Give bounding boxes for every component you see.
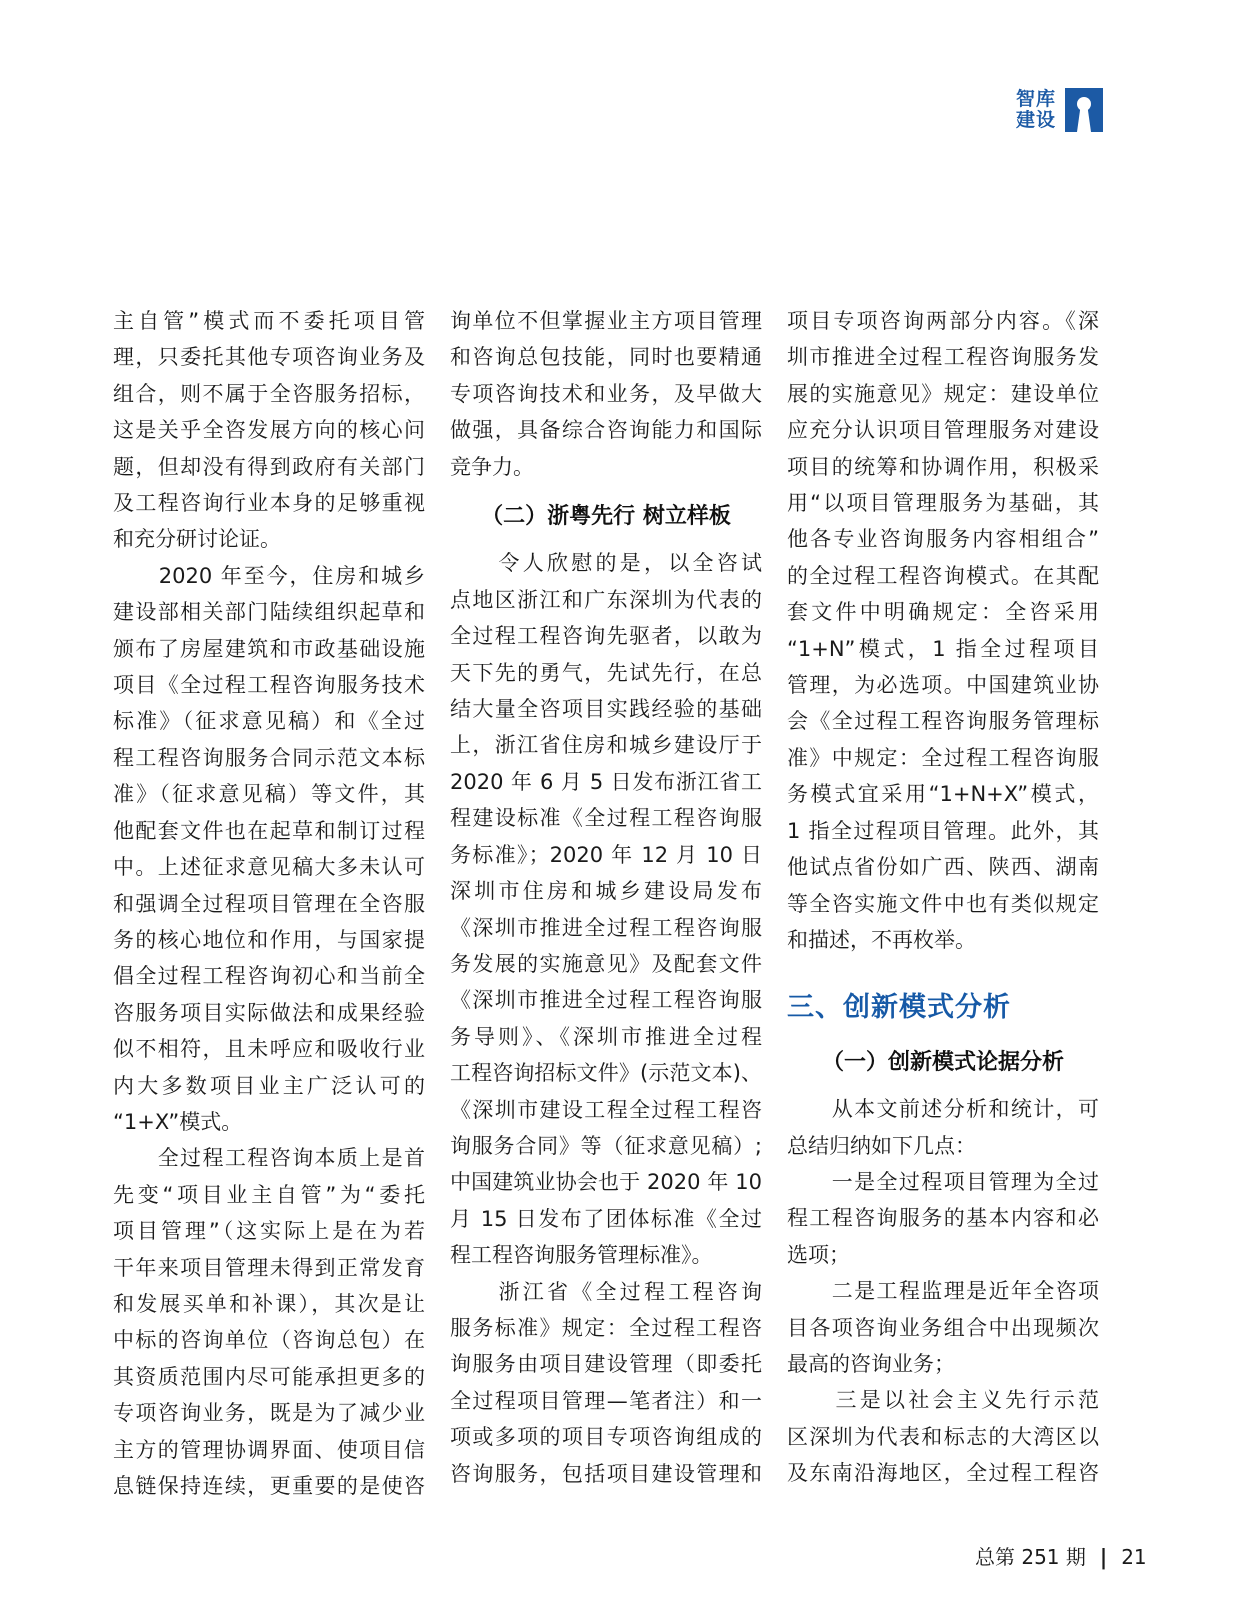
text-line: 程工程咨询服务合同示范文本标 xyxy=(113,745,425,770)
text-line: 目各项咨询业务组合中出现频次 xyxy=(787,1315,1099,1340)
text-line: 三是以社会主义先行示范 xyxy=(787,1388,1099,1413)
text-line: 项目管理”（这实际上是在为若 xyxy=(113,1219,425,1244)
text-line: 他试点省份如广西、陕西、湖南 xyxy=(787,855,1099,880)
text-line: 咨服务项目实际做法和成果经验 xyxy=(113,1000,425,1025)
text-line: 全过程项目管理—笔者注）和一 xyxy=(450,1388,762,1413)
text-line: 总结归纳如下几点： xyxy=(787,1133,976,1158)
text-line: 询服务由项目建设管理（即委托 xyxy=(450,1352,762,1377)
text-line: 其资质范围内尽可能承担更多的 xyxy=(113,1364,425,1389)
brand-name-line2: 建设 xyxy=(1016,109,1057,131)
text-line: 程工程咨询服务管理标准》。 xyxy=(450,1243,713,1268)
text-line: 浙江省《全过程工程咨询 xyxy=(450,1279,762,1304)
text-line: 竞争力。 xyxy=(450,454,534,479)
text-line: 1 指全过程项目管理。此外，其 xyxy=(787,818,1099,843)
column-3 xyxy=(787,303,1099,1504)
text-line: 干年来项目管理未得到正常发育 xyxy=(113,1255,425,1280)
issue-number: 总第 251 期 xyxy=(975,1545,1086,1569)
text-line: 全过程工程咨询先驱者，以敢为 xyxy=(450,624,762,649)
text-line: 的全过程工程咨询模式。在其配 xyxy=(787,563,1099,588)
text-line: 和充分研讨论证。 xyxy=(113,527,281,552)
text-line: 务导则》、《深圳市推进全过程 xyxy=(450,1024,762,1049)
text-line: 似不相符，且未呼应和吸收行业 xyxy=(113,1037,425,1062)
text-line: 标准》（征求意见稿）和《全过 xyxy=(113,709,425,734)
column-1 xyxy=(113,303,425,1504)
column-2 xyxy=(450,303,762,1504)
text-line: 先变“项目业主自管”为“委托 xyxy=(113,1182,425,1207)
text-line: 专项咨询业务，既是为了减少业 xyxy=(113,1401,425,1426)
article-columns xyxy=(113,303,1099,1504)
text-line: 及东南沿海地区，全过程工程咨 xyxy=(787,1461,1099,1486)
text-line: 和强调全过程项目管理在全咨服 xyxy=(113,891,425,916)
text-line: 会《全过程工程咨询服务管理标 xyxy=(787,709,1099,734)
text-line: 务标准》；2020 年 12 月 10 日 xyxy=(450,842,762,867)
text-line: 应充分认识项目管理服务对建设 xyxy=(787,418,1099,443)
text-line: 从本文前述分析和统计，可 xyxy=(787,1097,1099,1122)
text-line: 中标的咨询单位（咨询总包）在 xyxy=(113,1328,425,1353)
text-line: 和咨询总包技能，同时也要精通 xyxy=(450,345,762,370)
text-line: 准》中规定：全过程工程咨询服 xyxy=(787,745,1099,770)
text-line: 程工程咨询服务的基本内容和必 xyxy=(787,1206,1099,1231)
text-line: 中。上述征求意见稿大多未认可 xyxy=(113,855,425,880)
text-line: 息链保持连续，更重要的是使咨 xyxy=(113,1474,425,1498)
text-line: “1+N”模式，1 指全过程项目 xyxy=(787,636,1099,661)
text-line: 管理，为必选项。中国建筑业协 xyxy=(787,673,1099,698)
page-footer xyxy=(975,1541,1147,1570)
section-heading-main: 三、创新模式分析 xyxy=(787,992,1011,1024)
text-line: 这是关乎全咨发展方向的核心问 xyxy=(113,418,425,443)
text-line: 区深圳为代表和标志的大湾区以 xyxy=(787,1424,1099,1449)
text-line: 询单位不但掌握业主方项目管理 xyxy=(450,309,762,333)
text-line: 二是工程监理是近年全咨项 xyxy=(787,1279,1099,1304)
text-line: 圳市推进全过程工程咨询服务发 xyxy=(787,345,1099,370)
text-line: 专项咨询技术和业务，及早做大 xyxy=(450,381,762,406)
section-heading-sub: （一）创新模式论据分析 xyxy=(821,1049,1064,1075)
text-line: 项目的统筹和协调作用，积极采 xyxy=(787,454,1099,479)
text-line: 《深圳市推进全过程工程咨询服 xyxy=(450,915,762,940)
text-line: 和描述，不再枚举。 xyxy=(787,927,976,952)
text-line: 内大多数项目业主广泛认可的 xyxy=(113,1073,425,1098)
text-line: 中国建筑业协会也于 2020 年 10 xyxy=(450,1170,762,1195)
text-line: 和发展买单和补课），其次是让 xyxy=(113,1291,425,1316)
text-line: 倡全过程工程咨询初心和当前全 xyxy=(113,964,425,989)
text-line: 准》（征求意见稿）等文件，其 xyxy=(113,782,425,807)
text-line: 等全咨实施文件中也有类似规定 xyxy=(787,891,1099,916)
text-line: 他配套文件也在起草和制订过程 xyxy=(113,818,425,843)
section-heading-sub: （二）浙粤先行 树立样板 xyxy=(481,504,731,530)
text-line: 最高的咨询业务； xyxy=(787,1351,955,1376)
text-line: 《深圳市推进全过程工程咨询服 xyxy=(450,988,762,1013)
text-line: 2020 年至今，住房和城乡 xyxy=(113,563,425,588)
text-line: 天下先的勇气，先试先行，在总 xyxy=(450,660,762,685)
text-line: 全过程工程咨询本质上是首 xyxy=(113,1146,425,1171)
text-line: 做强，具备综合咨询能力和国际 xyxy=(450,418,762,443)
text-line: 项目专项咨询两部分内容。《深 xyxy=(787,309,1099,333)
text-line: 2020 年 6 月 5 日发布浙江省工 xyxy=(450,769,762,794)
text-line: 主方的管理协调界面、使项目信 xyxy=(113,1437,425,1462)
text-line: 程建设标准《全过程工程咨询服 xyxy=(450,806,762,831)
text-line: 及工程咨询行业本身的足够重视 xyxy=(113,491,425,516)
text-line: 月 15 日发布了团体标准《全过 xyxy=(450,1206,762,1231)
text-line: 组合，则不属于全咨服务招标， xyxy=(113,381,425,406)
text-line: 《深圳市建设工程全过程工程咨 xyxy=(450,1097,762,1122)
page-number: 21 xyxy=(1121,1545,1147,1569)
text-line: 一是全过程项目管理为全过 xyxy=(787,1169,1099,1194)
text-line: 务的核心地位和作用，与国家提 xyxy=(113,927,425,952)
text-line: 服务标准》规定：全过程工程咨 xyxy=(450,1315,762,1340)
text-line: 主自管”模式而不委托项目管 xyxy=(113,309,425,333)
text-line: 务模式宜采用“1+N+X”模式， xyxy=(787,782,1099,807)
text-line: 项目《全过程工程咨询服务技术 xyxy=(113,673,425,698)
footer-separator: | xyxy=(1099,1544,1108,1570)
text-line: 他各专业咨询服务内容相组合” xyxy=(787,527,1099,552)
text-line: 询服务合同》等（征求意见稿）; xyxy=(450,1133,762,1158)
text-line: 展的实施意见》规定：建设单位 xyxy=(787,381,1099,406)
text-line: 深圳市住房和城乡建设局发布 xyxy=(450,879,762,904)
text-line: 选项； xyxy=(787,1242,850,1267)
text-line: 结大量全咨项目实践经验的基础 xyxy=(450,697,762,722)
text-line: 点地区浙江和广东深圳为代表的 xyxy=(450,587,762,612)
text-line: 题，但却没有得到政府有关部门 xyxy=(113,454,425,479)
text-line: 项或多项的项目专项咨询组成的 xyxy=(450,1425,762,1450)
brand-name-line1: 智库 xyxy=(1016,88,1057,110)
text-line: 上，浙江省住房和城乡建设厅于 xyxy=(450,733,762,758)
text-line: 用“以项目管理服务为基础，其 xyxy=(787,491,1099,516)
brand-name xyxy=(1016,89,1056,131)
text-line: 务发展的实施意见》及配套文件 xyxy=(450,951,762,976)
keyhole-icon xyxy=(1065,88,1103,132)
text-line: 套文件中明确规定：全咨采用 xyxy=(787,600,1099,625)
text-line: 理，只委托其他专项咨询业务及 xyxy=(113,345,425,370)
text-line: 工程咨询招标文件》(示范文本)、 xyxy=(450,1061,762,1086)
text-line: 令人欣慰的是，以全咨试 xyxy=(450,551,762,576)
text-line: “1+X”模式。 xyxy=(113,1109,243,1134)
brand-logo xyxy=(1016,88,1103,132)
text-line: 颁布了房屋建筑和市政基础设施 xyxy=(113,636,425,661)
text-line: 咨询服务，包括项目建设管理和 xyxy=(450,1461,762,1486)
text-line: 建设部相关部门陆续组织起草和 xyxy=(113,600,425,625)
